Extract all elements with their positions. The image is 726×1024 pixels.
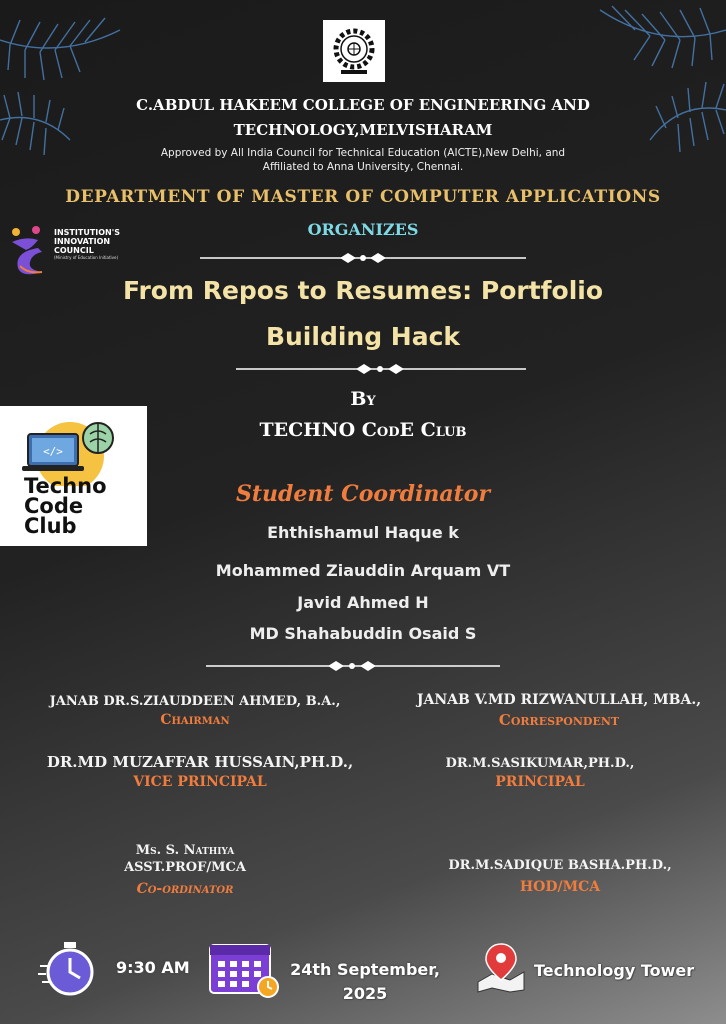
event-divider (236, 362, 526, 376)
gear-emblem-icon (327, 24, 381, 78)
hod-block (420, 858, 700, 895)
event-title-line1: From Repos to Resumes: Portfolio (122, 276, 604, 305)
by-label: By (350, 388, 376, 410)
chairman-name: JANAB DR.S.ZIAUDDEEN AHMED, B.A., (49, 694, 341, 709)
coordinator-name: Ms. S. Nathiya (135, 843, 235, 858)
department-name: DEPARTMENT OF MASTER OF COMPUTER APPLICATIONS (65, 187, 661, 207)
correspondent-block (396, 692, 722, 729)
calendar-icon (208, 937, 280, 999)
event-date (290, 958, 440, 1006)
chairman-block (30, 694, 360, 728)
iic-line1: INSTITUTION'S (54, 228, 120, 237)
chairman-role: Chairman (160, 712, 230, 728)
iic-subtitle: (Ministry of Education Initiative) (54, 255, 119, 260)
coordinator-block (60, 843, 310, 897)
college-logo (323, 20, 385, 82)
vice-principal-block (30, 753, 370, 790)
student-coordinator-heading: Student Coordinator (235, 481, 491, 507)
stopwatch-icon (38, 936, 100, 998)
correspondent-role: Correspondent (498, 711, 620, 729)
principal-role: PRINCIPAL (495, 774, 585, 790)
hod-role: HOD/MCA (519, 879, 601, 895)
club-logo-line1: Techno (24, 474, 107, 498)
svg-text:</>: </> (43, 445, 63, 458)
club-name: TECHNO CodE Club (259, 419, 467, 441)
member-3: Javid Ahmed H (297, 593, 429, 612)
college-name-line2: TECHNOLOGY,MELVISHARAM (233, 121, 493, 139)
organizes-label: ORGANIZES (307, 220, 419, 239)
hod-name: DR.M.SADIQUE BASHA.PH.D., (448, 858, 672, 873)
approval-line2: Affiliated to Anna University, Chennai. (262, 161, 464, 173)
event-time: 9:30 AM (116, 958, 190, 977)
approval-line1: Approved by All India Council for Technical Education (AICTE),New Delhi, and (160, 147, 566, 159)
coordinator-divider (206, 659, 500, 673)
club-logo-line2: Code (24, 494, 84, 518)
member-1: Ehthishamul Haque k (267, 523, 459, 542)
principal-name: DR.M.SASIKUMAR,PH.D., (445, 756, 635, 771)
coordinator-role: Co-ordinator (136, 881, 234, 897)
event-title (0, 268, 726, 360)
vice-principal-name: DR.MD MUZAFFAR HUSSAIN,PH.D., (46, 753, 354, 771)
top-divider (200, 252, 526, 264)
coordinator-designation: ASST.PROF/MCA (124, 860, 246, 875)
iic-line3: COUNCIL (54, 246, 94, 255)
iic-line2: INNOVATION (54, 237, 111, 246)
event-date-line2: 2025 (342, 984, 388, 1003)
location-pin-icon (474, 940, 528, 994)
member-2: Mohammed Ziauddin Arquam VT (215, 561, 511, 580)
approval-text (0, 146, 726, 174)
member-4: MD Shahabuddin Osaid S (249, 624, 477, 643)
principal-block (412, 756, 668, 790)
event-venue: Technology Tower (534, 961, 695, 980)
club-logo-line3: Club (24, 514, 77, 538)
college-name-line1: C.ABDUL HAKEEM COLLEGE OF ENGINEERING AND (136, 96, 590, 114)
correspondent-name: JANAB V.MD RIZWANULLAH, MBA., (416, 692, 702, 708)
event-title-line2: Building Hack (265, 322, 461, 351)
vice-principal-role: VICE PRINCIPAL (133, 774, 267, 790)
event-date-line1: 24th September, (290, 960, 440, 979)
